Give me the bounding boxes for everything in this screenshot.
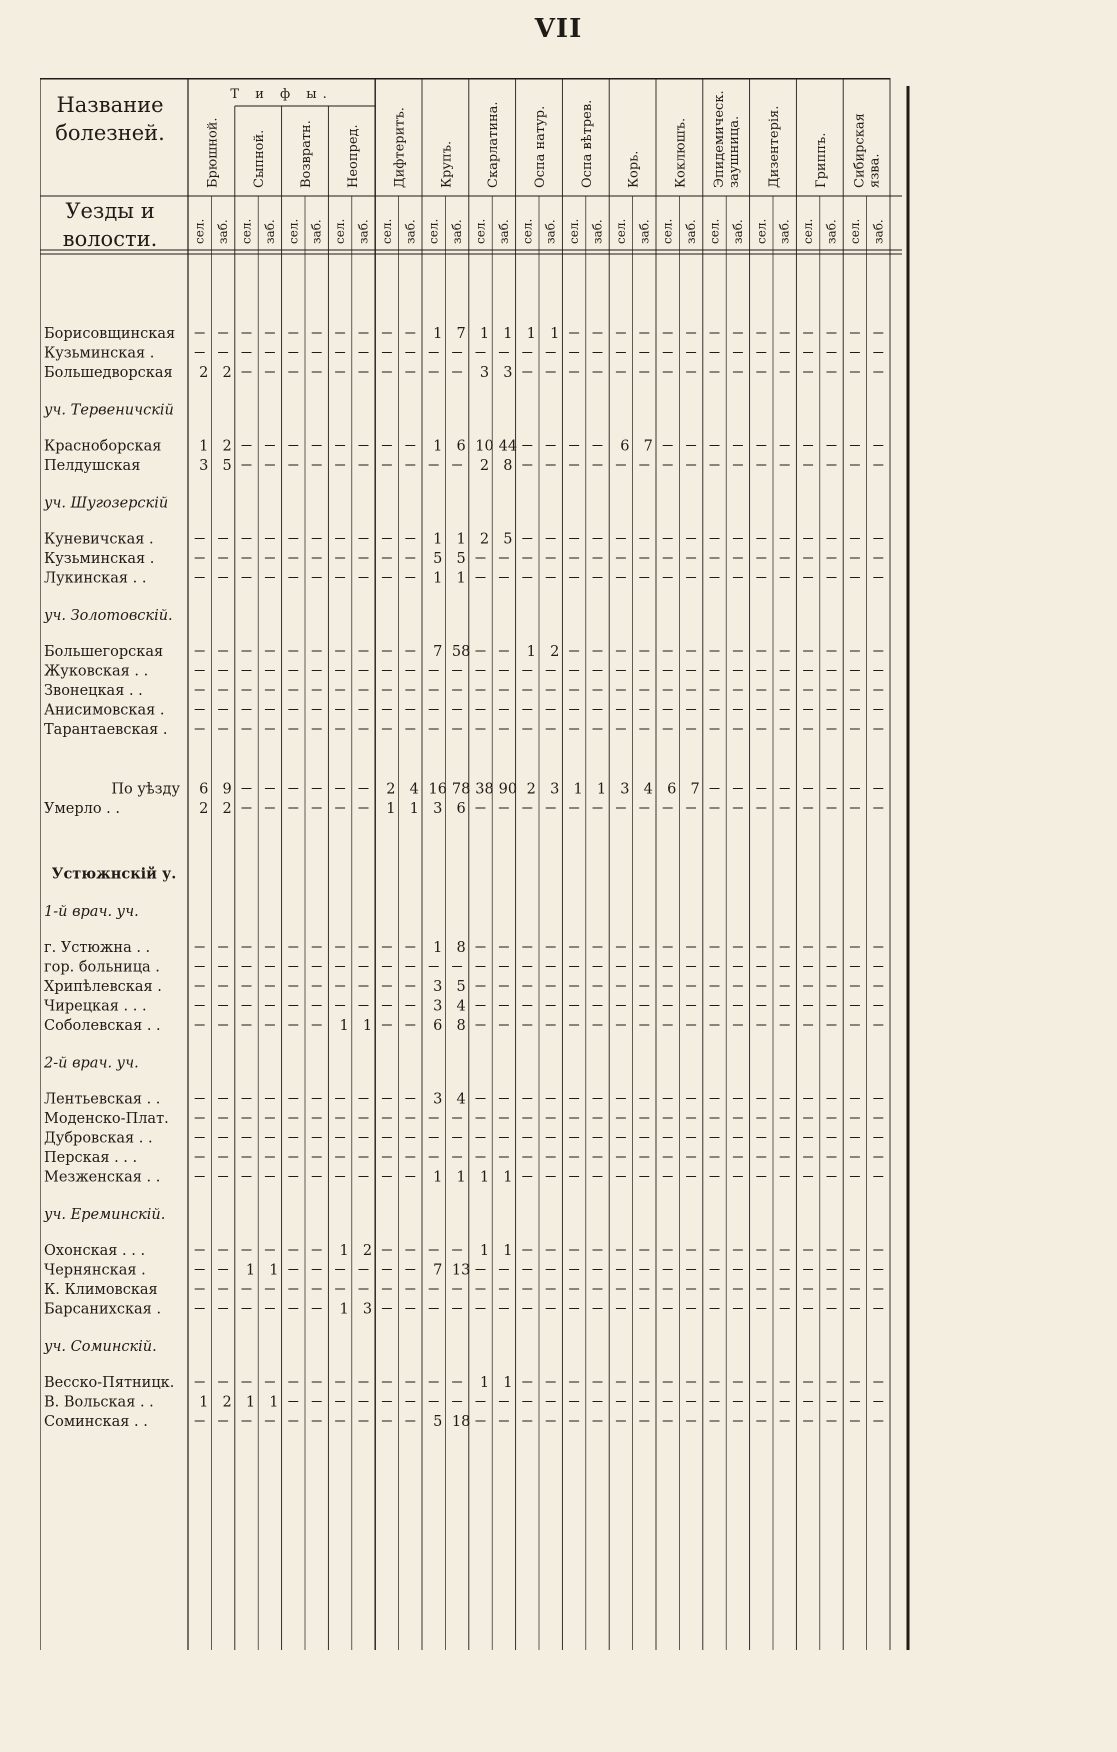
corner-title-1: Название	[56, 93, 164, 117]
sub-header-zab: заб.	[871, 219, 886, 244]
cell-value: 58	[451, 644, 471, 660]
section-label: 1-й врач. уч.	[44, 904, 139, 920]
sub-header-sel: сел.	[286, 218, 301, 244]
cell-value: 1	[456, 531, 466, 548]
row-label: Анисимовская .	[44, 702, 165, 719]
cell-value: 1	[550, 326, 560, 342]
row-label: Борисовщинская	[44, 326, 176, 342]
row-label: Чернянская .	[44, 1262, 146, 1279]
cell-value: 2	[550, 644, 560, 660]
district-label: Устюжнскій у.	[51, 865, 177, 883]
cell-value: 3	[503, 365, 513, 381]
cell-value: 3	[433, 1091, 443, 1108]
column-header: Оспа вѣтрев.	[579, 99, 595, 188]
cell-value: 7	[456, 326, 466, 342]
column-header: Корь.	[626, 150, 642, 188]
column-header: Коклюшъ.	[673, 117, 689, 188]
sub-header-sel: сел.	[707, 218, 722, 244]
cell-value: 1	[526, 644, 536, 660]
cell-value: 2	[386, 781, 396, 798]
cell-value: 4	[409, 781, 419, 798]
row-label: Большедворская	[44, 365, 173, 381]
row-label: Соболевская . .	[44, 1018, 161, 1034]
sub-header-sel: сел.	[379, 218, 394, 244]
cell-value: 7	[643, 438, 653, 455]
row-label: гор. больница .	[44, 959, 160, 976]
sub-header-zab: заб.	[496, 219, 511, 244]
row-label: Барсанихская .	[44, 1301, 162, 1318]
cell-value: 2	[479, 531, 490, 548]
row-label: Пелдушская	[44, 458, 141, 474]
sub-header-zab: заб.	[777, 219, 792, 244]
cell-value: 6	[620, 438, 630, 455]
column-header: Оспа натур.	[533, 105, 548, 188]
sub-header-sel: сел.	[801, 218, 816, 244]
cell-value: 3	[199, 458, 209, 474]
cell-value: 1	[362, 1018, 373, 1034]
cell-value: 4	[643, 781, 653, 798]
cell-value: 4	[456, 998, 466, 1015]
column-header: Крупъ.	[439, 140, 455, 188]
sub-header-zab: заб.	[824, 219, 839, 244]
sub-header-zab: заб.	[309, 219, 324, 244]
cell-value: 1	[245, 1394, 256, 1411]
cell-value: 38	[475, 781, 494, 798]
section-label: 2-й врач. уч.	[44, 1055, 139, 1072]
row-label: Красноборская	[44, 438, 162, 455]
row-label: Перская . . .	[44, 1150, 138, 1166]
cell-value: 44	[498, 438, 518, 455]
cell-value: 3	[479, 365, 490, 381]
cell-value: 2	[222, 801, 232, 817]
row-label: Жуковская . .	[44, 663, 149, 680]
cell-value: 6	[456, 438, 466, 455]
cell-value: 3	[620, 781, 630, 798]
row-label: Звонецкая . .	[44, 683, 143, 699]
row-label: Кузьминская .	[44, 345, 155, 362]
cell-value: 4	[456, 1091, 466, 1108]
column-header: Сибирская	[852, 113, 868, 188]
sub-header-zab: заб.	[356, 219, 371, 244]
row-label: Моденско-Плат.	[44, 1111, 169, 1127]
sub-header-zab: заб.	[403, 219, 418, 244]
row-label: Умерло . .	[44, 801, 120, 817]
cell-value: 1	[199, 1394, 209, 1411]
cell-value: 1	[433, 1169, 443, 1186]
section-label: уч. Золотовскій.	[44, 608, 173, 624]
cell-value: 3	[550, 781, 560, 798]
sub-header-zab: заб.	[450, 219, 465, 244]
cell-value: 1	[199, 438, 209, 455]
corner-title-2: болезней.	[55, 121, 165, 145]
sub-header-zab: заб.	[684, 219, 699, 244]
cell-value: 1	[503, 1169, 513, 1186]
column-header: Дифтеритъ.	[392, 107, 408, 188]
sub-header-sel: сел.	[333, 218, 348, 244]
sub-header-sel: сел.	[192, 218, 207, 244]
column-header: Брюшной.	[205, 117, 221, 188]
cell-value: 1	[386, 801, 396, 817]
cell-value: 8	[456, 1018, 466, 1034]
row-label: К. Климовская	[44, 1282, 158, 1298]
row-label: Соминская . .	[44, 1414, 148, 1430]
cell-value: 1	[456, 1169, 466, 1186]
cell-value: 1	[269, 1262, 279, 1279]
row-label: Лукинская . .	[44, 570, 147, 587]
cell-value: 7	[433, 644, 443, 660]
row-label: Тарантаевская .	[44, 722, 168, 738]
sub-header-zab: заб.	[262, 219, 277, 244]
column-header: Неопред.	[345, 124, 361, 188]
cell-value: 1	[526, 326, 536, 342]
cell-value: 1	[573, 781, 583, 798]
page-number: VII	[534, 14, 583, 44]
sub-header-sel: сел.	[239, 218, 254, 244]
section-label: уч. Шугозерскій	[44, 495, 169, 512]
cell-value: 1	[479, 1169, 490, 1186]
sub-header-zab: заб.	[543, 219, 558, 244]
row-label: Куневичская .	[44, 531, 154, 548]
column-header: Гриппъ.	[813, 132, 829, 188]
cell-value: 78	[451, 781, 471, 798]
row-label: Охонская . . .	[44, 1243, 146, 1259]
sub-header-sel: сел.	[847, 218, 862, 244]
cell-value: 1	[479, 1375, 490, 1391]
column-header: язва.	[867, 153, 883, 188]
section-label: уч. Тервеничскій	[44, 402, 174, 419]
cell-value: 2	[222, 365, 232, 381]
column-header: Возвратн.	[299, 120, 314, 188]
cell-value: 1	[433, 570, 443, 587]
cell-value: 1	[479, 1243, 490, 1259]
row-label: г. Устюжна . .	[44, 940, 151, 956]
column-header: Эпидемическ.	[712, 90, 728, 188]
sub-header-sel: сел.	[426, 218, 441, 244]
cell-value: 18	[451, 1414, 471, 1430]
cell-value: 3	[433, 979, 443, 995]
total-label: По уѣзду	[111, 781, 180, 798]
row-label: Чирецкая . . .	[44, 998, 147, 1015]
cell-value: 90	[498, 781, 518, 798]
cell-value: 2	[222, 1394, 232, 1411]
cell-value: 6	[199, 781, 209, 798]
cell-value: 10	[475, 438, 494, 455]
sub-header-sel: сел.	[473, 218, 488, 244]
cell-value: 6	[433, 1018, 443, 1034]
cell-value: 1	[433, 438, 443, 455]
cell-value: 3	[362, 1301, 373, 1318]
cell-value: 1	[339, 1243, 349, 1259]
row-label: В. Вольская . .	[44, 1394, 154, 1411]
corner-subtitle-2: волости.	[62, 227, 158, 251]
column-header: Дизентерія.	[767, 105, 782, 188]
table-grid	[40, 78, 1000, 1650]
row-label: Дубровская . .	[44, 1130, 153, 1147]
column-header: заушница.	[727, 115, 743, 188]
cell-value: 5	[222, 458, 232, 474]
cell-value: 1	[339, 1301, 349, 1318]
cell-value: 1	[433, 940, 443, 956]
cell-value: 1	[433, 531, 443, 548]
row-label: Большегорская	[44, 644, 164, 660]
cell-value: 5	[433, 551, 443, 567]
cell-value: 1	[596, 781, 607, 798]
cell-value: 1	[503, 326, 513, 342]
cell-value: 5	[433, 1414, 443, 1430]
sub-header-zab: заб.	[216, 219, 231, 244]
sub-header-sel: сел.	[660, 218, 675, 244]
cell-value: 1	[269, 1394, 279, 1411]
cell-value: 1	[245, 1262, 256, 1279]
sub-header-zab: заб.	[730, 219, 745, 244]
sub-header-sel: сел.	[754, 218, 769, 244]
sub-header-sel: сел.	[613, 218, 628, 244]
sub-header-zab: заб.	[590, 219, 605, 244]
cell-value: 5	[503, 531, 513, 548]
cell-value: 7	[433, 1262, 443, 1279]
cell-value: 3	[433, 998, 443, 1015]
cell-value: 5	[456, 551, 466, 567]
cell-value: 1	[503, 1375, 513, 1391]
column-header: Сыпной.	[252, 129, 268, 188]
cell-value: 2	[199, 365, 209, 381]
row-label: Лентьевская . .	[44, 1091, 161, 1108]
cell-value: 2	[199, 801, 209, 817]
row-label: Мезженская . .	[44, 1169, 161, 1186]
morbidity-table	[40, 78, 1000, 1650]
row-label: Весско-Пятницк.	[44, 1375, 175, 1391]
cell-value: 13	[451, 1262, 471, 1279]
cell-value: 8	[456, 940, 466, 956]
cell-value: 1	[433, 326, 443, 342]
sub-header-zab: заб.	[637, 219, 652, 244]
column-header: Скарлатина.	[486, 101, 502, 188]
row-label: Кузьминская .	[44, 551, 155, 567]
section-label: уч. Соминскій.	[44, 1339, 157, 1355]
sub-header-sel: сел.	[567, 218, 582, 244]
cell-value: 1	[456, 570, 466, 587]
cell-value: 3	[433, 801, 443, 817]
cell-value: 2	[222, 438, 232, 455]
cell-value: 1	[479, 326, 490, 342]
cell-value: 5	[456, 979, 466, 995]
cell-value: 2	[362, 1243, 373, 1259]
cell-value: 7	[690, 781, 700, 798]
cell-value: 16	[428, 781, 447, 798]
cell-value: 6	[456, 801, 466, 817]
cell-value: 6	[667, 781, 677, 798]
cell-value: 1	[409, 801, 419, 817]
cell-value: 1	[503, 1243, 513, 1259]
section-label: уч. Ереминскій.	[44, 1207, 166, 1223]
cell-value: 2	[479, 458, 490, 474]
sub-header-sel: сел.	[520, 218, 535, 244]
cell-value: 8	[503, 458, 513, 474]
cell-value: 1	[339, 1018, 349, 1034]
row-label: Хрипѣлевская .	[44, 979, 162, 995]
corner-subtitle-1: Уезды и	[65, 199, 155, 223]
cell-value: 2	[526, 781, 536, 798]
cell-value: 9	[222, 781, 232, 798]
typhus-group-label: Т и ф ы.	[230, 87, 333, 102]
